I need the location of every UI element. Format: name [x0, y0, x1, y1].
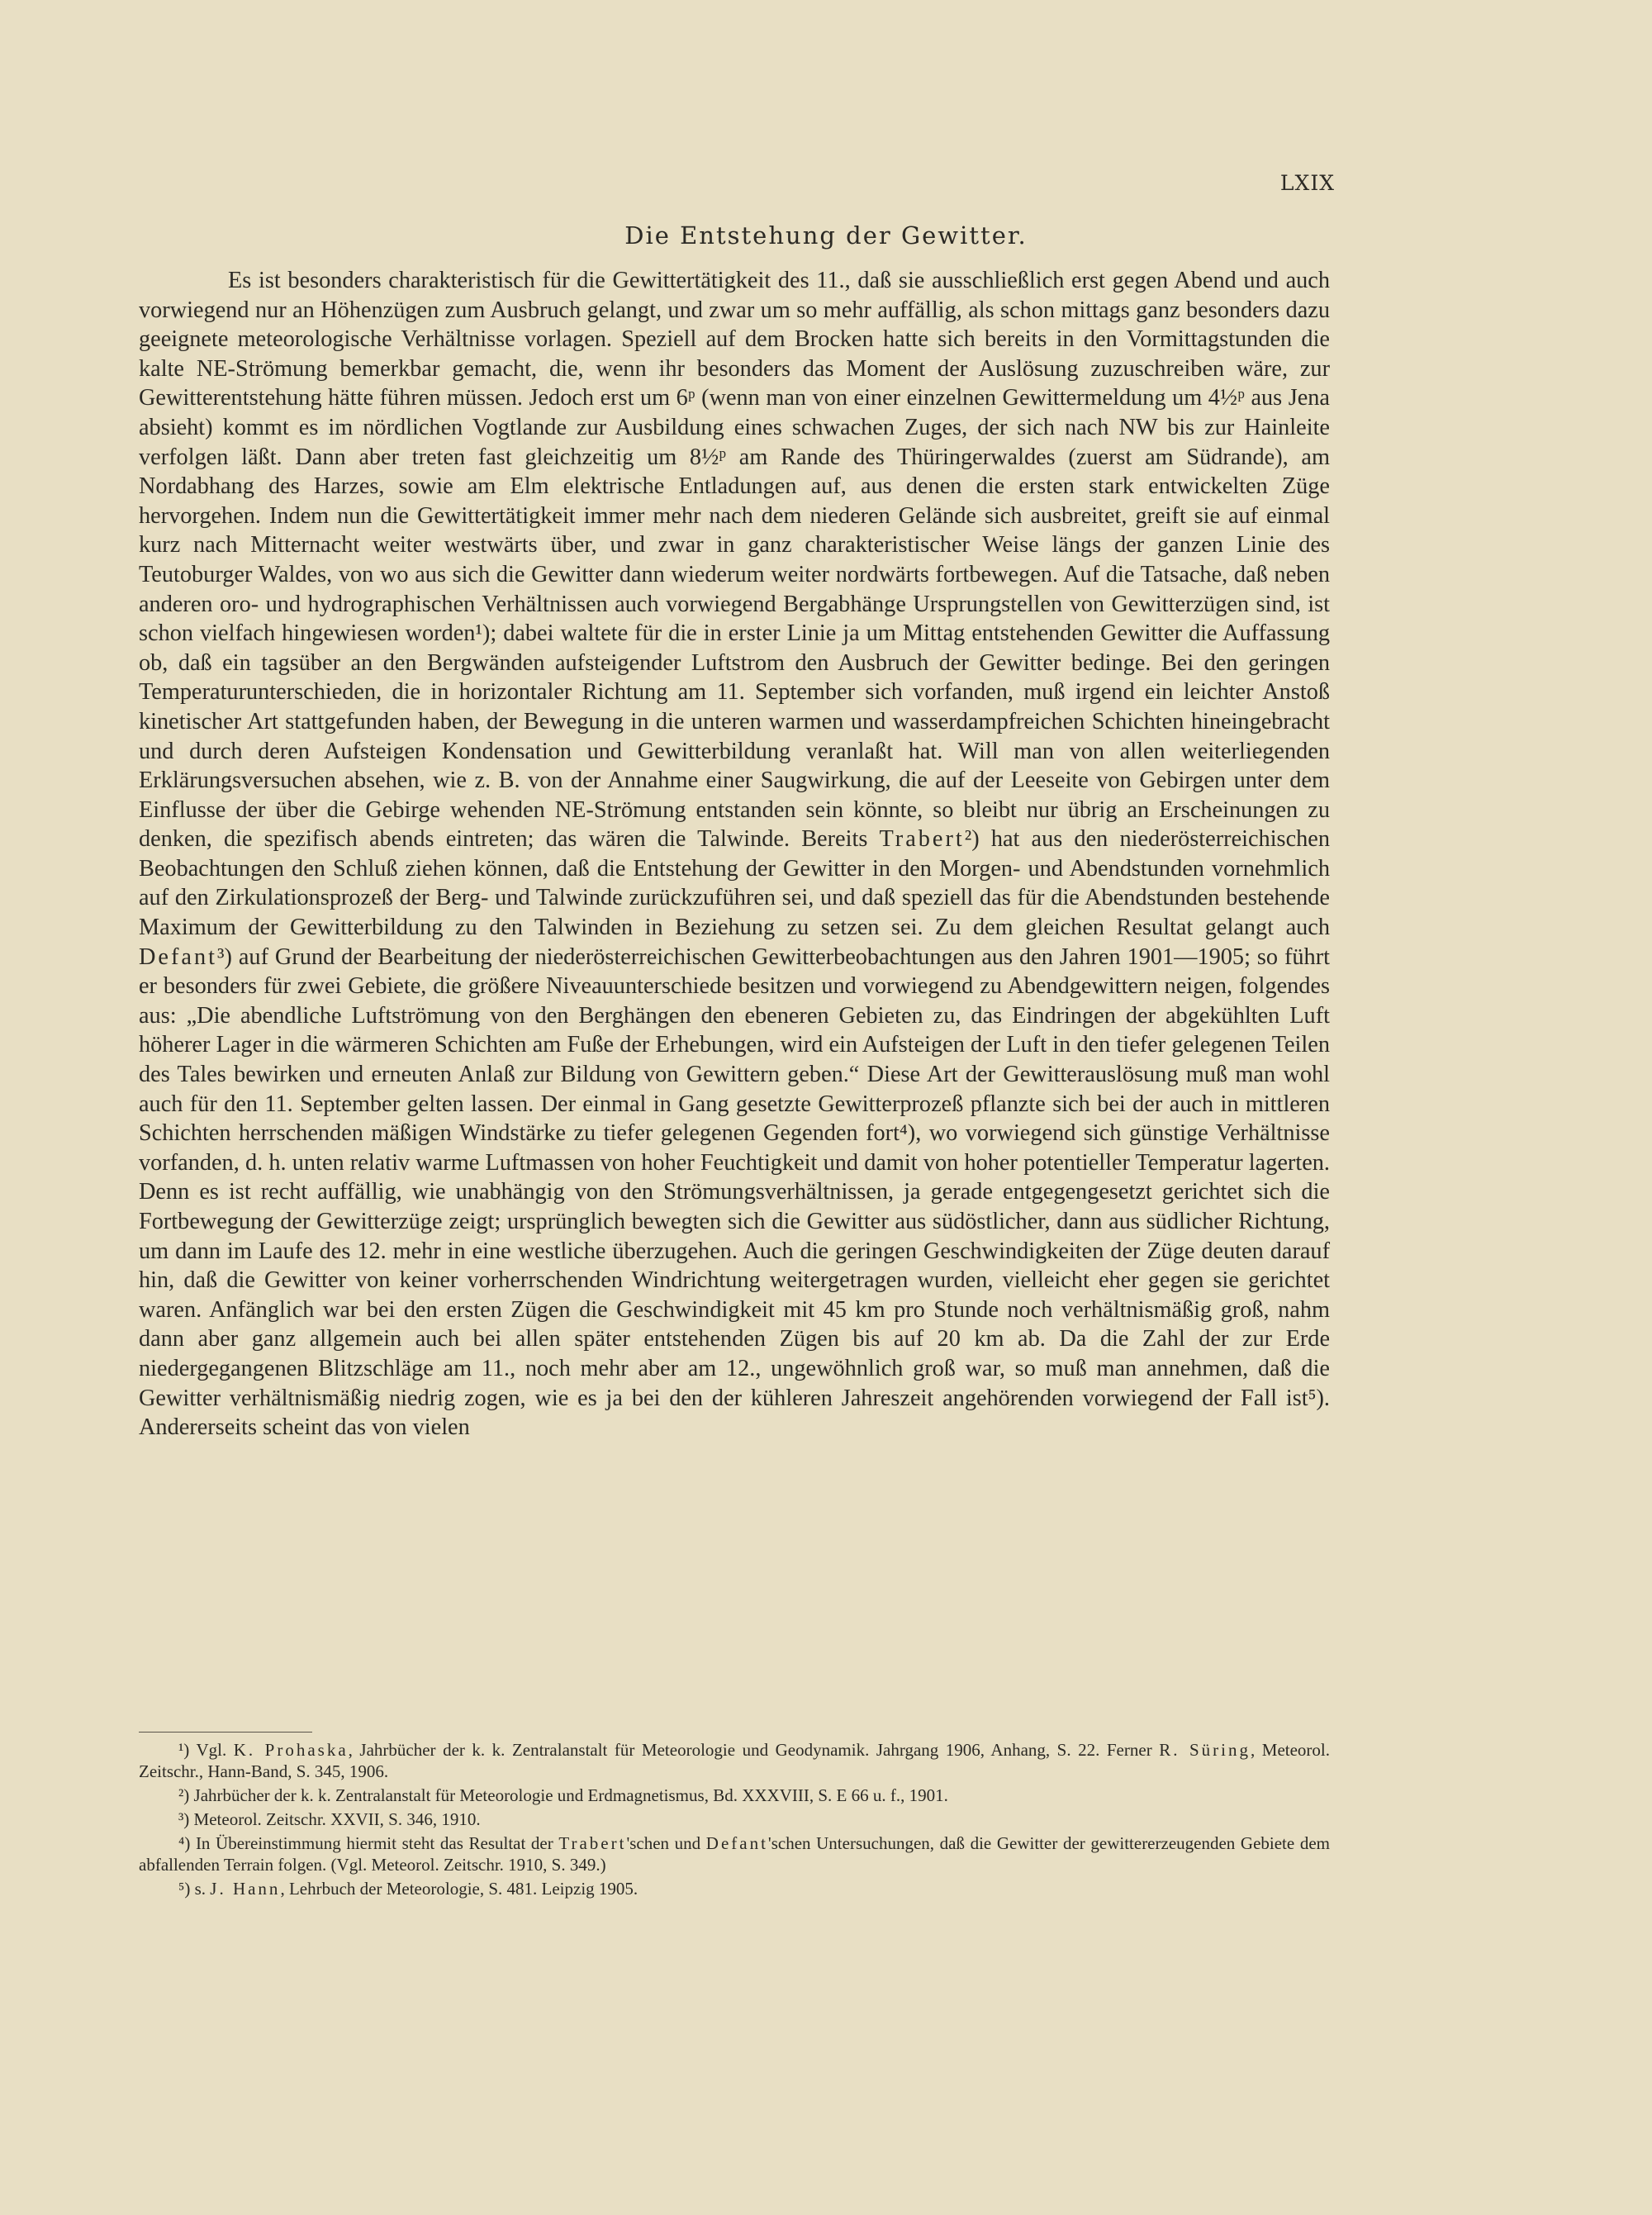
body-text-part-3: ³) auf Grund der Bearbeitung der niederösterreichischen Gewitterbeobachtungen aus den Jahren 1901—1905; so führt er besonders für zwei Gebiete, die größere Niveauunterschiede besitzen und vorwiegend zu Abendgewittern neigen, folgendes aus: „Die abendliche Luftströmung von den Berghängen den ebeneren Gebieten zu, das Eindringen der abgekühlten Luft höherer Lager in die wärmeren Schichten am Fuße der Erhebungen, wird ein Aufsteigen der Luft in den tiefer gelegenen Teilen des Tales bewirken und erneuten Anlaß zur Bildung von Gewittern geben.“ Diese Art der Gewitterauslösung muß man wohl auch für den 11. September gelten lassen. Der einmal in Gang gesetzte Gewitterprozeß pflanzte sich bei der auch in mittleren Schichten herrschenden mäßigen Windstärke zu tiefer gelegenen Gegenden fort⁴), wo vorwiegend sich günstige Verhältnisse vorfanden, d. h. unten relativ warme Luftmassen von hoher Feuchtigkeit und damit von hoher potentieller Temperatur lagerten. Denn es ist recht auffällig, wie unabhängig von den Strömungsverhältnissen, ja gerade entgegengesetzt gerichtet sich die Fortbewegung der Gewitterzüge zeigt; ursprünglich bewegten sich die Gewitter aus südöstlicher, dann aus südlicher Richtung, um dann im Laufe des 12. mehr in eine westliche überzugehen. Auch die geringen Geschwindigkeiten der Züge deuten darauf hin, daß die Gewitter von keiner vorherrschenden Windrichtung weitergetragen wurden, vielleicht eher gegen sie gerichtet waren. Anfänglich war bei den ersten Zügen die Geschwindigkeit mit 45 km pro Stunde noch verhältnismäßig groß, nahm dann aber ganz allgemein auch bei allen später entstehenden Zügen bis auf 20 km ab. Da die Zahl der zur Erde niedergegangenen Blitzschläge am 11., noch mehr aber am 12., ungewöhnlich groß war, so muß man annehmen, daß die Gewitter verhältnismäßig niedrig zogen, wie es ja bei den der kühleren Jahreszeit angehörenden vorwiegend der Fall ist⁵). Andererseits scheint das von vielen [139, 944, 1330, 1441]
footnote-5-text-a: s. [194, 1879, 211, 1899]
body-text-part-1: Es ist besonders charakteristisch für die Gewittertätigkeit des 11., daß sie ausschließlich erst gegen Abend und auch vorwiegend nur an Höhenzügen zum Ausbruch gelangt, und zwar um so mehr auffällig, als schon mittags ganz besonders dazu geeignete meteorologische Verhältnisse vorlagen. Speziell auf dem Brocken hatte sich bereits in den Vormittagstunden die kalte NE-Strömung bemerkbar gemacht, die, wenn ihr besonders das Moment der Auslösung zuzuschreiben wäre, zur Gewitterentstehung hätte führen müssen. Jedoch erst um 6ᵖ (wenn man von einer einzelnen Gewittermeldung um 4½ᵖ aus Jena absieht) kommt es im nördlichen Vogtlande zur Ausbildung eines schwachen Zuges, der sich nach NW bis zur Hainleite verfolgen läßt. Dann aber treten fast gleichzeitig um 8½ᵖ am Rande des Thüringerwaldes (zuerst am Südrande), am Nordabhang des Harzes, sowie am Elm elektrische Entladungen auf, aus denen die ersten stark entwickelten Züge hervorgehen. Indem nun die Gewittertätigkeit immer mehr nach dem niederen Gelände sich ausbreitet, greift sie auf einmal kurz nach Mitternacht weiter westwärts über, und zwar in ganz charakteristischer Weise längs der ganzen Linie des Teutoburger Waldes, von wo aus sich die Gewitter dann wiederum weiter nordwärts fortbewegen. Auf die Tatsache, daß neben anderen oro- und hydrographischen Verhältnissen auch vorwiegend Bergabhänge Ursprungstellen von Gewitterzügen sind, ist schon vielfach hingewiesen worden¹); dabei waltete für die in erster Linie ja um Mittag entstehenden Gewitter die Auffassung ob, daß ein tagsüber an den Bergwänden aufsteigender Luftstrom den Ausbruch der Gewitter bedinge. Bei den geringen Temperaturunterschieden, die in horizontaler Richtung am 11. September sich vorfanden, muß irgend ein leichter Anstoß kinetischer Art stattgefunden haben, der Bewegung in die unteren warmen und wasserdampfreichen Schichten hineingebracht und durch deren Aufsteigen Kondensation und Gewitterbildung veranlaßt hat. Will man von allen weiterliegenden Erklärungsversuchen absehen, wie z. B. von der Annahme einer Saugwirkung, die auf der Leeseite von Gebirgen unter dem Einflusse der über die Gebirge wehenden NE-Strömung entstanden sein könnte, so bleibt nur übrig an Erscheinungen zu denken, die spezifisch abends eintreten; das wären die Talwinde. Bereits [139, 268, 1330, 853]
footnote-2 [139, 1785, 1330, 1806]
footnote-5-marker: ⁵) [178, 1879, 195, 1899]
footnote-4-author-defant: Defant [705, 1833, 768, 1853]
footnote-4 [139, 1832, 1330, 1875]
page-number: LXIX [1279, 171, 1335, 195]
footnote-5-text-b: , Lehrbuch der Meteorologie, S. 481. Leipzig 1905. [280, 1879, 638, 1899]
author-name-trabert: Trabert [879, 826, 965, 853]
footnote-4-author-trabert: Trabert [558, 1833, 627, 1853]
footnote-4-marker: ⁴) [178, 1833, 196, 1853]
footnote-1-author-suering: R. Süring [1159, 1740, 1251, 1760]
footnote-4-text-a: In Übereinstimmung hiermit steht das Resultat der [195, 1833, 559, 1853]
footnote-list [139, 1739, 1330, 1902]
footnote-1 [139, 1739, 1330, 1782]
footnote-3-text: Meteorol. Zeitschr. XXVII, S. 346, 1910. [193, 1809, 481, 1829]
footnote-3-marker: ³) [178, 1809, 194, 1829]
footnote-1-author-prohaska: K. Prohaska [233, 1740, 349, 1760]
footnote-1-text-b: , Jahrbücher der k. k. Zentralanstalt für Meteorologie und Geodynamik. Jahrgang 1906, Anhang, S. 22. Ferner [348, 1740, 1160, 1760]
footnote-5 [139, 1878, 1330, 1899]
footnote-3 [139, 1809, 1330, 1830]
footnote-2-text: Jahrbücher der k. k. Zentralanstalt für Meteorologie und Erdmagnetismus, Bd. XXXVIII, S. E 66 u. f., 1901. [193, 1785, 948, 1805]
footnote-1-marker: ¹) [178, 1740, 197, 1760]
footnote-4-text-b: 'schen und [626, 1833, 706, 1853]
author-name-defant: Defant [139, 944, 217, 970]
footnote-1-text-c: , Meteorol. Zeitschr., Hann-Band, S. 345, 1906. [139, 1740, 1331, 1781]
footnote-2-marker: ²) [178, 1785, 194, 1805]
footnote-4-text-c: 'schen Untersuchungen, daß die Gewitter der gewittererzeugenden Gebiete dem abfallenden Terrain folgen. (Vgl. Meteorol. Zeitschr. 1910, S. 349.) [139, 1833, 1330, 1875]
section-title: Die Entstehung der Gewitter. [624, 221, 1028, 250]
footnote-1-text-a: Vgl. [196, 1740, 234, 1760]
main-paragraph [139, 266, 1330, 1443]
footnote-rule [139, 1732, 312, 1733]
footnote-5-author-hann: J. Hann [210, 1879, 281, 1899]
body-text-part-2: ²) hat aus den niederösterreichischen Beobachtungen den Schluß ziehen können, daß die Entstehung der Gewitter in den Morgen- und Abendstunden vornehmlich auf den Zirkulationsprozeß der Berg- und Talwinde zurückzuführen sei, und daß speziell das für die Abendstunden bestehende Maximum der Gewitterbildung zu den Talwinden in Beziehung zu setzen sei. Zu dem gleichen Resultat gelangt auch [139, 826, 1330, 941]
